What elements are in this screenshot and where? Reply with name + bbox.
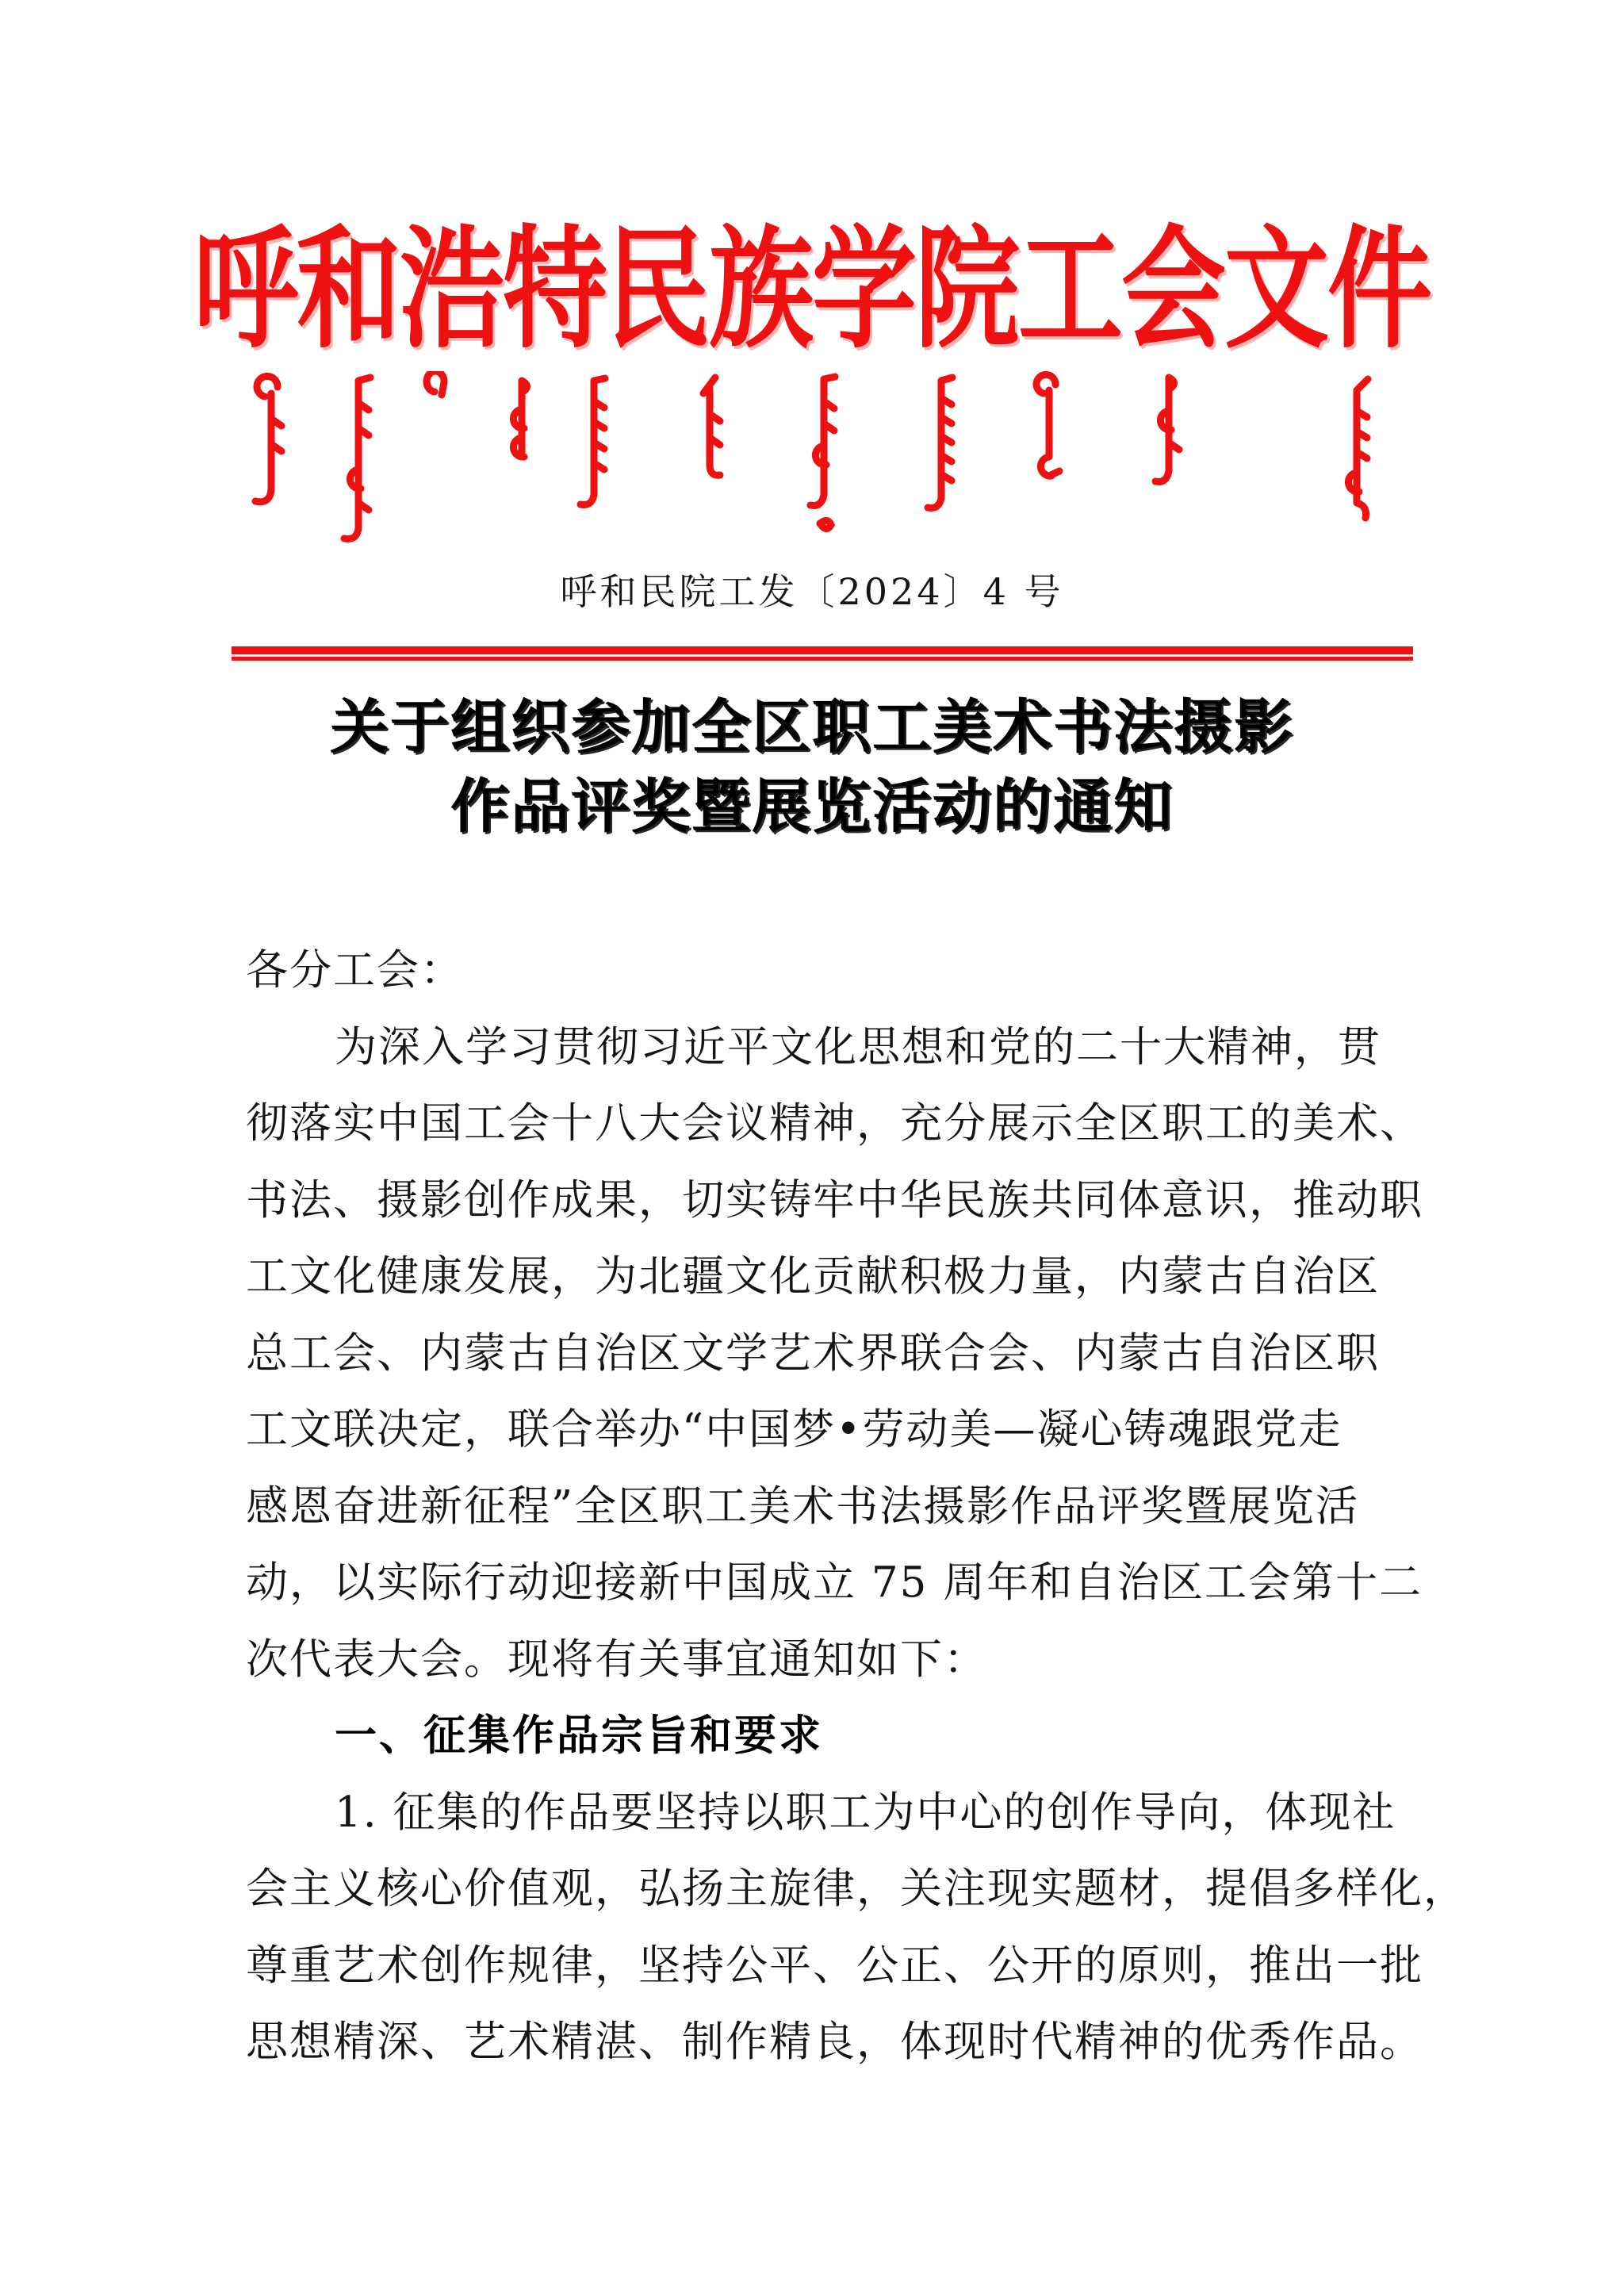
body-line: 一、征集作品宗旨和要求 — [335, 1712, 823, 1759]
body-line: 1. 征集的作品要坚持以职工为中心的创作导向，体现社 — [335, 1788, 1396, 1837]
document-body — [246, 933, 1467, 2081]
document-title — [0, 688, 1624, 847]
mongolian-word — [580, 378, 605, 505]
body-line: 总工会、内蒙古自治区文学艺术界联合会、内蒙古自治区职 — [246, 1328, 1380, 1378]
mongolian-word — [1036, 374, 1059, 476]
mongolian-word — [1348, 379, 1368, 518]
body-line: 工文联决定，联合举办“中国梦•劳动美—凝心铸魂跟党走 — [246, 1405, 1342, 1454]
mongolian-word — [810, 377, 835, 529]
red-separator-rule — [232, 646, 1413, 661]
body-line: 为深入学习贯彻习近平文化思想和党的二十大精神，贯 — [335, 1022, 1381, 1071]
body-line: 感恩奋进新征程”全区职工美术书法摄影作品评奖暨展览活 — [246, 1481, 1360, 1531]
document-title-line-1: 关于组织参加全区职工美术书法摄影 — [330, 696, 1294, 761]
body-lines — [246, 1010, 1467, 2081]
body-line: 次代表大会。现将有关事宜通知如下： — [246, 1635, 987, 1684]
document-title-line-2: 作品评奖暨展览活动的通知 — [450, 775, 1174, 840]
mongolian-word — [928, 378, 952, 508]
salutation: 各分工会： — [246, 946, 464, 995]
masthead-org-title: 呼和浩特民族学院工会文件 — [193, 217, 1431, 364]
body-line: 动，以实际行动迎接新中国成立 75 周年和自治区工会第十二 — [246, 1558, 1423, 1607]
body-line: 书法、摄影创作成果，切实铸牢中华民族共同体意识，推动职 — [246, 1175, 1423, 1225]
mongolian-word — [703, 378, 720, 475]
mongolian-word — [513, 381, 527, 457]
body-line: 彻落实中国工会十八大会议精神，充分展示全区职工的美术、 — [246, 1099, 1423, 1148]
mongolian-word — [427, 371, 444, 395]
mongolian-word — [344, 378, 370, 539]
body-line: 尊重艺术创作规律，坚持公平、公正、公开的原则，推出一批 — [246, 1941, 1423, 1990]
mongolian-script-line — [233, 371, 1391, 544]
body-line: 会主义核心价值观，弘扬主旋律，关注现实题材，提倡多样化， — [246, 1865, 1467, 1913]
body-line: 工文化健康发展，为北疆文化贡献积极力量，内蒙古自治区 — [246, 1252, 1380, 1301]
body-line: 思想精深、艺术精湛、制作精良，体现时代精神的优秀作品。 — [246, 2018, 1423, 2066]
red-rule-thick — [232, 646, 1413, 654]
red-rule-thin — [232, 657, 1413, 661]
doc-number: 呼和民院工发〔2024〕4 号 — [560, 570, 1064, 613]
mongolian-word — [255, 376, 282, 501]
mongolian-word — [1155, 378, 1179, 481]
